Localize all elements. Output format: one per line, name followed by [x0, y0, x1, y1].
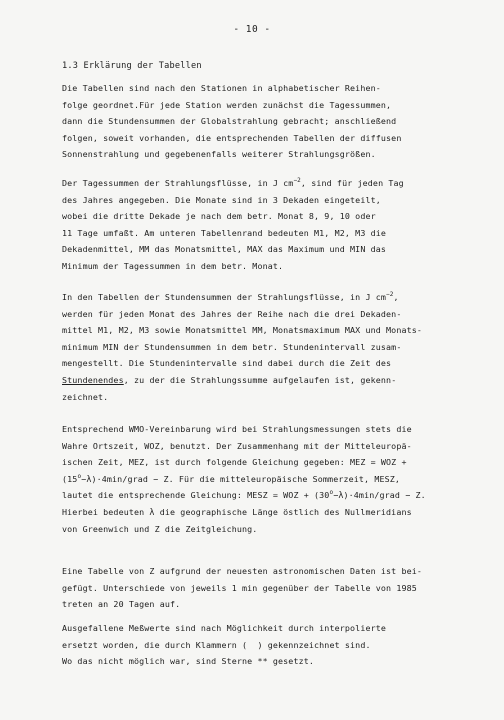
- text-line: Sonnenstrahlung und gegebenenfalls weiterer Strahlungsgrößen.: [62, 149, 376, 160]
- exponent: −2: [386, 291, 394, 298]
- text-line: ischen Zeit, MEZ, ist durch folgende Gleichung gegeben: MEZ = WOZ +: [62, 457, 407, 468]
- text-fragment: −λ)·4min/grad − Z. Für die mitteleuropäische Sommerzeit, MESZ,: [81, 473, 401, 484]
- text-line: [62, 372, 482, 389]
- text-fragment: ,: [393, 292, 399, 302]
- text-fragment: In den Tabellen der Stundensummen der Strahlungsflüsse, in J cm: [62, 292, 387, 302]
- paragraph-daily-sums: [62, 175, 482, 275]
- text-line: mengestellt. Die Stundenintervalle sind dabei durch die Zeit des: [62, 358, 392, 369]
- text-line: des Jahres angegeben. Die Monate sind in 3 Dekaden eingeteilt,: [62, 194, 381, 205]
- paragraph-missing-values: [62, 620, 482, 670]
- text-line: von Greenwich und Z die Zeitgleichung.: [62, 523, 258, 534]
- text-fragment: −λ)·4min/grad − Z.: [333, 490, 426, 501]
- degree-sign: o: [77, 472, 82, 480]
- exponent: −2: [293, 177, 301, 184]
- text-fragment: , zu der die Strahlungssumme aufgelaufen ist, gekenn-: [123, 374, 397, 385]
- page-number: - 10 -: [233, 24, 271, 35]
- paragraph-table-order: [62, 80, 482, 163]
- underlined-term: Stundenendes: [62, 374, 124, 385]
- section-heading: 1.3 Erklärung der Tabellen: [62, 61, 202, 71]
- text-line: 11 Tage umfaßt. Am unteren Tabellenrand bedeuten M1, M2, M3 die: [62, 227, 387, 238]
- text-line: Wo das nicht möglich war, sind Sterne ** gesetzt.: [62, 656, 315, 667]
- text-line: dann die Stundensummen der Globalstrahlung gebracht; anschließend: [62, 116, 397, 127]
- paragraph-time-conversion: [62, 421, 482, 537]
- text-fragment: (15: [62, 473, 78, 484]
- text-line: folge geordnet.Für jede Station werden zunächst die Tagessummen,: [62, 99, 392, 110]
- text-fragment: Der Tagessummen der Strahlungsflüsse, in J cm: [62, 178, 294, 188]
- text-line: mittel M1, M2, M3 sowie Monatsmittel MM, Monatsmaximum MAX und Monats-: [62, 325, 423, 336]
- text-line: gefügt. Unterschiede von jeweils 1 min gegenüber der Tabelle von 1985: [62, 582, 417, 593]
- text-line: Wahre Ortszeit, WOZ, benutzt. Der Zusammenhang mit der Mitteleuropä-: [62, 440, 412, 451]
- text-line: Entsprechend WMO-Vereinbarung wird bei Strahlungsmessungen stets die: [62, 424, 412, 434]
- paragraph-hourly-sums: [62, 289, 482, 405]
- text-line: ersetzt worden, die durch Klammern ( ) gekennzeichnet sind.: [62, 639, 371, 650]
- text-line: zeichnet.: [62, 391, 109, 402]
- text-line: treten an 20 Tagen auf.: [62, 599, 181, 610]
- text-fragment: , sind für jeden Tag: [300, 178, 404, 188]
- text-line: [62, 289, 482, 306]
- degree-sign: o: [329, 489, 334, 497]
- text-line: folgen, soweit vorhanden, die entsprechenden Tabellen der diffusen: [62, 132, 402, 143]
- text-line: Die Tabellen sind nach den Stationen in alphabetischer Reihen-: [62, 83, 381, 93]
- text-line: Eine Tabelle von Z aufgrund der neuesten astronomischen Daten ist bei-: [62, 566, 423, 576]
- text-fragment: lautet die entsprechende Gleichung: MESZ = WOZ + (30: [62, 490, 330, 501]
- text-line: Hierbei bedeuten λ die geographische Länge östlich des Nullmeridians: [62, 506, 412, 517]
- text-line: wobei die dritte Dekade je nach dem betr. Monat 8, 9, 10 oder: [62, 211, 376, 222]
- text-line: [62, 471, 482, 488]
- text-line: Ausgefallene Meßwerte sind nach Möglichkeit durch interpolierte: [62, 623, 387, 633]
- text-line: Dekadenmittel, MM das Monatsmittel, MAX das Maximum und MIN das: [62, 244, 387, 255]
- text-line: [62, 175, 482, 192]
- text-line: werden für jeden Monat des Jahres der Reihe nach die drei Dekaden-: [62, 308, 402, 319]
- text-line: Minimum der Tagessummen in dem betr. Monat.: [62, 260, 284, 271]
- text-line: [62, 487, 482, 504]
- text-line: minimum MIN der Stundensummen in dem betr. Stundenintervall zusam-: [62, 341, 402, 352]
- paragraph-z-table: [62, 563, 482, 613]
